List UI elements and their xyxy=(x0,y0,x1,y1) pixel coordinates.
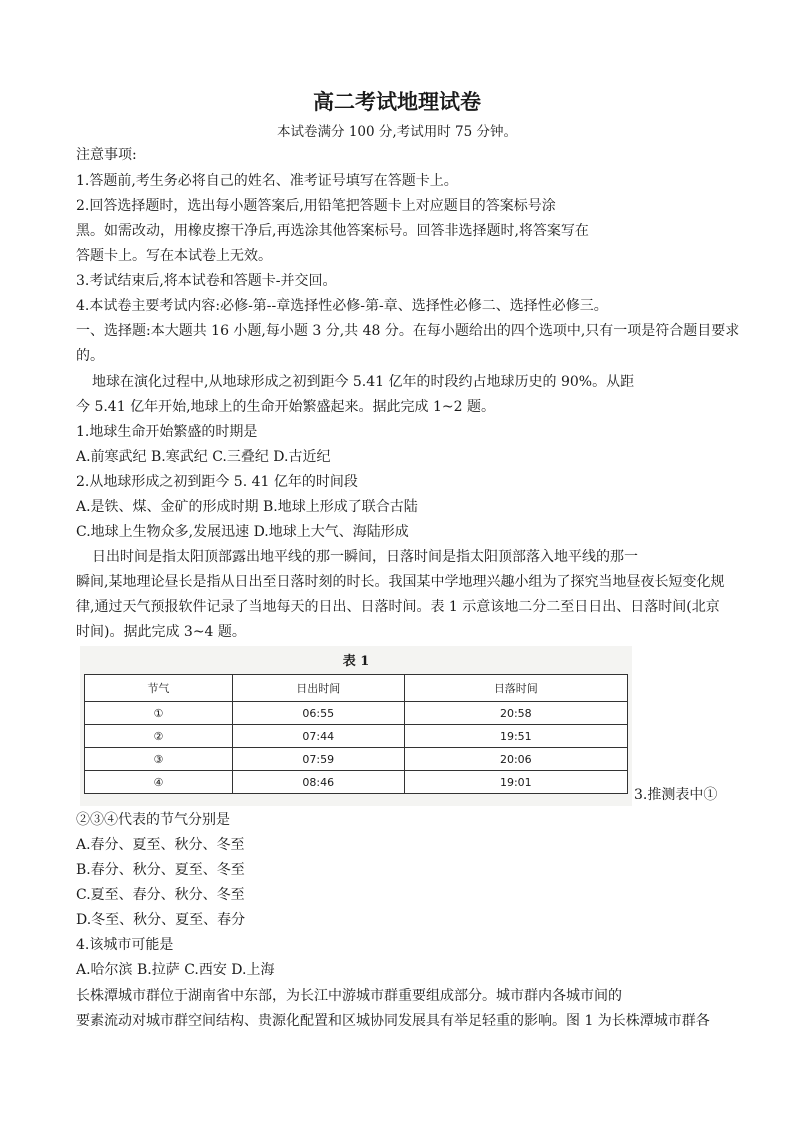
table-header-row xyxy=(85,675,628,702)
table-cell: 08:46 xyxy=(232,771,404,794)
question-2-stem: 2.从地球形成之初到距今 5. 41 亿年的时间段 xyxy=(76,474,358,490)
table-cell: 07:44 xyxy=(232,725,404,748)
question-3-option: B.春分、秋分、夏至、冬至 xyxy=(76,862,245,878)
passage-line: 长株潭城市群位于湖南省中东部，为长江中游城市群重要组成部分。城市群内各城市间的 xyxy=(76,988,622,1004)
table-cell: 19:51 xyxy=(404,725,627,748)
question-1-stem: 1.地球生命开始繁盛的时期是 xyxy=(76,424,258,440)
question-1-options: A.前寒武纪 B.寒武纪 C.三叠纪 D.古近纪 xyxy=(76,449,331,465)
passage-line: 时间)。据此完成 3~4 题。 xyxy=(76,624,246,640)
passage-line: 日出时间是指太阳顶部露出地平线的那一瞬间，日落时间是指太阳顶部落入地平线的那一 xyxy=(92,549,638,565)
table-cell: 20:06 xyxy=(404,748,627,771)
question-3-stem: ②③④代表的节气分别是 xyxy=(76,812,230,828)
page-title: 高二考试地理试卷 xyxy=(313,90,481,114)
table-cell: 06:55 xyxy=(232,702,404,725)
table-cell: ① xyxy=(85,702,233,725)
question-4-options: A.哈尔滨 B.拉萨 C.西安 D.上海 xyxy=(76,962,275,978)
data-table xyxy=(84,674,628,794)
table-1 xyxy=(80,646,632,806)
table-cell: ③ xyxy=(85,748,233,771)
question-3-option: D.冬至、秋分、夏至、春分 xyxy=(76,912,246,928)
exam-subtitle: 本试卷满分 100 分,考试用时 75 分钟。 xyxy=(277,124,517,140)
question-2-options: C.地球上生物众多,发展迅速 D.地球上大气、海陆形成 xyxy=(76,524,409,540)
table-row xyxy=(85,771,628,794)
table-cell: ④ xyxy=(85,771,233,794)
passage-line: 今 5.41 亿年开始,地球上的生命开始繁盛起来。据此完成 1~2 题。 xyxy=(76,399,495,415)
notice-line: 答题卡上。写在本试卷上无效。 xyxy=(76,248,272,264)
table-header: 节气 xyxy=(85,675,233,702)
table-cell: ② xyxy=(85,725,233,748)
table-cell: 20:58 xyxy=(404,702,627,725)
notice-heading: 注意事项: xyxy=(76,147,137,163)
notice-line: 1.答题前,考生务必将自己的姓名、准考证号填写在答题卡上。 xyxy=(76,173,458,189)
question-2-options: A.是铁、煤、金矿的形成时期 B.地球上形成了联合古陆 xyxy=(76,499,418,515)
table-header: 日落时间 xyxy=(404,675,627,702)
table-cell: 07:59 xyxy=(232,748,404,771)
table-header: 日出时间 xyxy=(232,675,404,702)
notice-line: 黑。如需改动，用橡皮擦干净后,再选涂其他答案标号。回答非选择题时,将答案写在 xyxy=(76,223,589,239)
notice-line: 3.考试结束后,将本试卷和答题卡-并交回。 xyxy=(76,273,337,289)
table-row xyxy=(85,748,628,771)
section-intro: 的。 xyxy=(76,348,104,364)
table-row xyxy=(85,725,628,748)
passage-line: 地球在演化过程中,从地球形成之初到距今 5.41 亿年的时段约占地球历史的 90%。从距 xyxy=(92,374,635,390)
notice-line: 4.本试卷主要考试内容:必修-第--章选择性必修-第-章、选择性必修二、选择性必修三。 xyxy=(76,298,608,314)
question-4-stem: 4.该城市可能是 xyxy=(76,937,174,953)
table-row xyxy=(85,702,628,725)
table-caption: 表 1 xyxy=(342,654,370,669)
passage-line: 瞬间,某地理论昼长是指从日出至日落时刻的时长。我国某中学地理兴趣小组为了探究当地昼夜长短变化规 xyxy=(76,574,725,590)
question-3-option: A.春分、夏至、秋分、冬至 xyxy=(76,837,245,853)
question-3-stem-start: 3.推测表中① xyxy=(634,787,718,803)
section-intro: 一、选择题:本大题共 16 小题,每小题 3 分,共 48 分。在每小题给出的四个选项中,只有一项是符合题目要求 xyxy=(76,323,740,339)
notice-line: 2.回答选择题时，选出每小题答案后,用铅笔把答题卡上对应题目的答案标号涂 xyxy=(76,198,556,214)
table-cell: 19:01 xyxy=(404,771,627,794)
question-3-option: C.夏至、春分、秋分、冬至 xyxy=(76,887,245,903)
passage-line: 律,通过天气预报软件记录了当地每天的日出、日落时间。表 1 示意该地二分二至日日出、日落时间(北京 xyxy=(76,599,720,615)
passage-line: 要素流动对城市群空间结构、贵源化配置和区城协同发展具有举足轻重的影响。图 1 为长株潭城市群各 xyxy=(76,1013,710,1029)
